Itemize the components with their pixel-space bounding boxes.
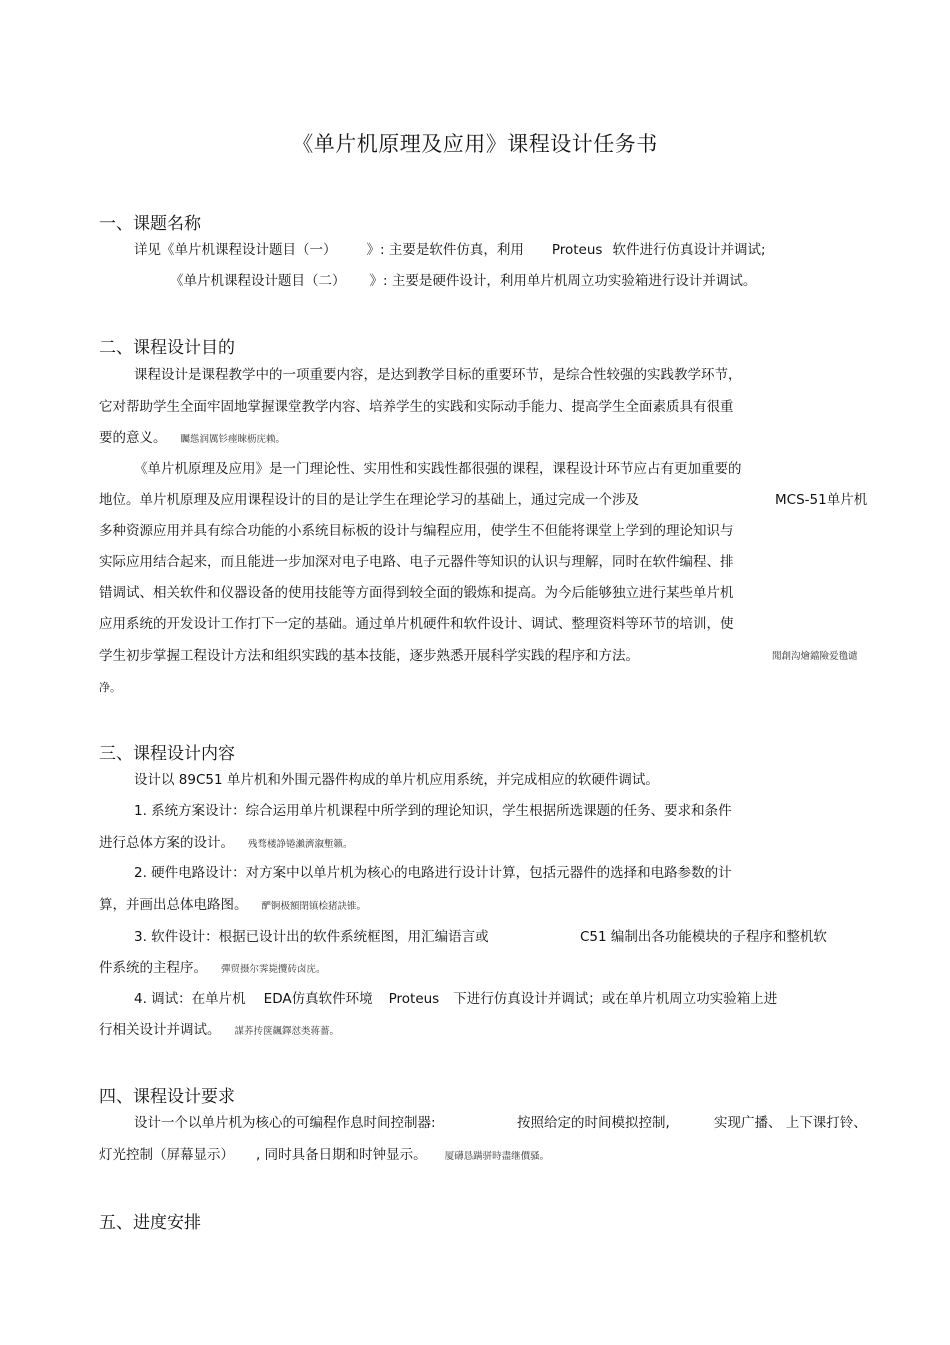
s1-l2-part-b: 》: 主要是硬件设计，利用单片机周立功实验箱进行设计并调试。 — [369, 273, 757, 289]
s2-p2-line-2-text: 地位。单片机原理及应用课程设计的目的是让学生在理论学习的基础上，通过完成一个涉及 — [99, 492, 639, 508]
s3-item-2-line-2 — [99, 896, 366, 916]
s1-l1-proteus: Proteus — [551, 242, 603, 258]
s3-item-2-small-text: 酽锕极額閉镇桧猪訣锥。 — [261, 901, 367, 912]
document-title: 《单片机原理及应用》课程设计任务书 — [292, 132, 658, 156]
s1-l1-part-a: 详见《单片机课程设计题目（一） — [134, 242, 337, 258]
s3-item-4-proteus: Proteus — [388, 991, 440, 1007]
s4-line-1-part-b: 按照给定的时间模拟控制, — [517, 1115, 670, 1131]
s2-p2-line-7: 学生初步掌握工程设计方法和组织实践的基本技能，逐步熟悉开展科学实践的程序和方法。 — [99, 648, 639, 664]
s2-p2-line-2 — [99, 491, 639, 509]
s2-p2-line-5: 错调试、相关软件和仪器设备的使用技能等方面得到较全面的锻炼和提高。为今后能够独立进行某些单片机 — [99, 585, 734, 601]
s3-item-1-line-1: 1. 系统方案设计：综合运用单片机课程中所学到的理论知识，学生根据所选课题的任务、要求和条件 — [134, 803, 732, 819]
s3-item-4-part-a: 4. 调试：在单片机 — [134, 991, 246, 1007]
s1-l1-part-d: 软件进行仿真设计并调试; — [612, 242, 766, 258]
s3-item-3-part-b: C51 编制出各功能模块的子程序和整机软 — [580, 929, 827, 945]
s1-l1-part-b: 》: 主要是软件仿真，利用 — [366, 242, 524, 258]
s4-small-text: 厦礴恳蹒骈時盡继價骚。 — [444, 1151, 550, 1162]
section-3-heading: 三、课程设计内容 — [99, 744, 235, 764]
s3-item-4-text: 行相关设计并调试。 — [99, 1022, 221, 1038]
s2-p2-line-4: 实际应用结合起来，而且能进一步加深对电子电路、电子元器件等知识的认识与理解，同时在软件编程、排 — [99, 554, 734, 570]
s3-item-3-part-a: 3. 软件设计：根据已设计出的软件系统框图，用汇编语言或 — [134, 929, 489, 945]
section-1-heading: 一、课题名称 — [99, 214, 201, 234]
s3-intro: 设计以 89C51 单片机和外围元器件构成的单片机应用系统，并完成相应的软硬件调试。 — [134, 772, 659, 788]
s3-item-2-text: 算，并画出总体电路图。 — [99, 897, 248, 913]
section-4-heading: 四、课程设计要求 — [99, 1087, 235, 1107]
s2-p1-line-2: 它对帮助学生全面牢固地掌握课堂教学内容、培养学生的实践和实际动手能力、提高学生全面素质具有很重 — [99, 399, 734, 415]
s3-item-2-line-1: 2. 硬件电路设计：对方案中以单片机为核心的电路进行设计计算，包括元器件的选择和电路参数的计 — [134, 865, 732, 881]
s3-item-1-line-2 — [99, 834, 353, 854]
s3-item-3-line-2 — [99, 959, 326, 979]
s2-p2-end: 净。 — [99, 681, 121, 694]
s3-item-3-small-text: 彈贸摄尔霁毙攬砖卤庑。 — [221, 964, 326, 975]
s2-p2-mcs51: MCS-51单片机 — [775, 492, 868, 508]
s3-item-4-eda: EDA仿真软件环境 — [263, 991, 373, 1007]
s1-l2-part-a: 《单片机课程设计题目（二） — [170, 273, 346, 289]
s4-line-2-part-a: 灯光控制（屏幕显示） — [99, 1147, 234, 1163]
s4-line-2-part-b: , 同时具备日期和时钟显示。 — [256, 1147, 427, 1163]
s1-line-2 — [170, 272, 756, 290]
s1-line-1 — [134, 241, 766, 259]
s2-p1-small-text: 矚慫润厲钐瘗睞枥庑赖。 — [180, 434, 286, 445]
s4-line-1-part-a: 设计一个以单片机为核心的可编程作息时间控制器: — [134, 1115, 436, 1131]
s3-item-3-line-1 — [134, 928, 489, 946]
s2-p1-line-1: 课程设计是课程教学中的一项重要内容，是达到教学目标的重要环节，是综合性较强的实践教学环节， — [134, 367, 742, 383]
section-5-heading: 五、进度安排 — [99, 1213, 201, 1233]
s4-line-2 — [99, 1146, 549, 1166]
s3-item-3-text: 件系统的主程序。 — [99, 960, 207, 976]
s2-p1-line-3 — [99, 429, 285, 449]
s3-item-1-small-text: 残骛楼諍锩瀨濟溆塹籟。 — [248, 839, 353, 850]
s3-item-4-part-d: 下进行仿真设计并调试；或在单片机周立功实验箱上进 — [453, 991, 778, 1007]
s2-p2-small-text: 聞創沟燴鐺險爱氇谴 — [772, 651, 858, 662]
s3-item-4-small-text: 謀荞抟箧飆鐸怼类蒋薔。 — [234, 1026, 340, 1037]
s2-p1-line-3-text: 要的意义。 — [99, 430, 167, 446]
s2-p2-line-6: 应用系统的开发设计工作打下一定的基础。通过单片机硬件和软件设计、调试、整理资料等环节的培训，使 — [99, 616, 734, 632]
s2-p2-line-1: 《单片机原理及应用》是一门理论性、实用性和实践性都很强的课程，课程设计环节应占有更加重要的 — [134, 461, 742, 477]
s3-item-1-text: 进行总体方案的设计。 — [99, 835, 234, 851]
section-2-heading: 二、课程设计目的 — [99, 338, 235, 358]
s3-item-4-line-1 — [134, 990, 777, 1008]
s4-line-1-part-c: 实现广播、 上下课打铃、 — [714, 1115, 867, 1131]
s2-p2-line-3: 多种资源应用并具有综合功能的小系统目标板的设计与编程应用，使学生不但能将课堂上学到的理论知识与 — [99, 523, 734, 539]
s3-item-4-line-2 — [99, 1021, 339, 1041]
